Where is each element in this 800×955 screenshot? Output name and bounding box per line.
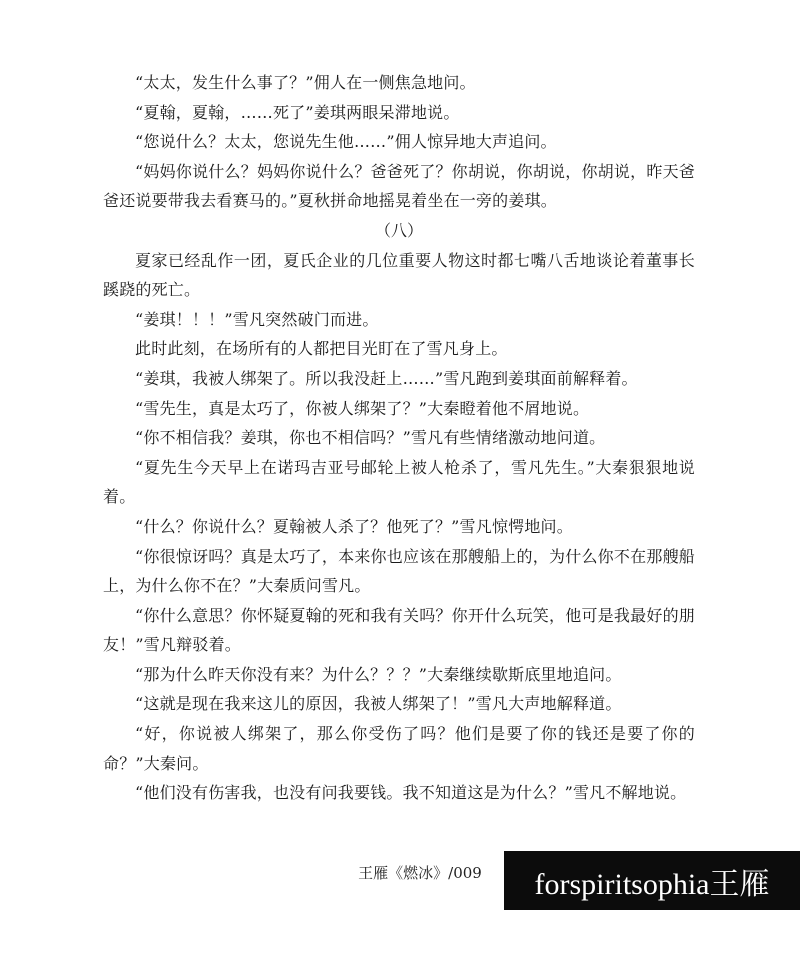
paragraph: 此时此刻，在场所有的人都把目光盯在了雪凡身上。 xyxy=(135,339,508,359)
paragraph: 夏家已经乱作一团，夏氏企业的几位重要人物这时都七嘴八舌地谈论着董事长蹊跷的死亡。 xyxy=(103,250,695,300)
paragraph: “他们没有伤害我，也没有问我要钱。我不知道这是为什么？”雪凡不解地说。 xyxy=(135,783,687,803)
paragraph: “太太，发生什么事了？”佣人在一侧焦急地问。 xyxy=(135,73,476,92)
watermark: forspiritsophia王雁 xyxy=(504,851,800,910)
page-body xyxy=(103,68,695,808)
paragraph: “你不相信我？姜琪，你也不相信吗？”雪凡有些情绪激动地问道。 xyxy=(135,428,606,448)
paragraph: “妈妈你说什么？妈妈你说什么？爸爸死了？你胡说，你胡说，你胡说，昨天爸爸还说要带我去看赛马的。”夏秋拼命地摇晃着坐在一旁的姜琪。 xyxy=(103,161,695,211)
paragraph: “雪先生，真是太巧了，你被人绑架了？”大秦瞪着他不屑地说。 xyxy=(135,398,590,418)
paragraph: “夏先生今天早上在诺玛吉亚号邮轮上被人枪杀了，雪凡先生。”大秦狠狠地说着。 xyxy=(103,457,695,507)
paragraph: “好，你说被人绑架了，那么你受伤了吗？他们是要了你的钱还是要了你的命？”大秦问。 xyxy=(103,724,695,773)
paragraph: “姜琪，我被人绑架了。所以我没赶上……”雪凡跑到姜琪面前解释着。 xyxy=(135,368,638,388)
page-footer: 王雁《燃冰》/009 xyxy=(358,864,482,882)
paragraph: “这就是现在我来这儿的原因，我被人绑架了！”雪凡大声地解释道。 xyxy=(135,694,622,714)
paragraph: “那为什么昨天你没有来？为什么？？？”大秦继续歇斯底里地追问。 xyxy=(135,664,622,684)
paragraph: “你很惊讶吗？真是太巧了，本来你也应该在那艘船上的，为什么你不在那艘船上，为什么你不在？”大秦质问雪凡。 xyxy=(103,546,695,596)
paragraph: “姜琪！！！”雪凡突然破门而进。 xyxy=(135,309,379,329)
paragraph: “什么？你说什么？夏翰被人杀了？他死了？”雪凡惊愕地问。 xyxy=(135,516,573,536)
section-heading: （八） xyxy=(374,220,423,240)
paragraph: “您说什么？太太，您说先生他……”佣人惊异地大声追问。 xyxy=(135,132,557,152)
paragraph: “夏翰，夏翰，……死了”姜琪两眼呆滞地说。 xyxy=(135,102,460,122)
paragraph: “你什么意思？你怀疑夏翰的死和我有关吗？你开什么玩笑，他可是我最好的朋友！”雪凡辩驳着。 xyxy=(103,605,695,655)
